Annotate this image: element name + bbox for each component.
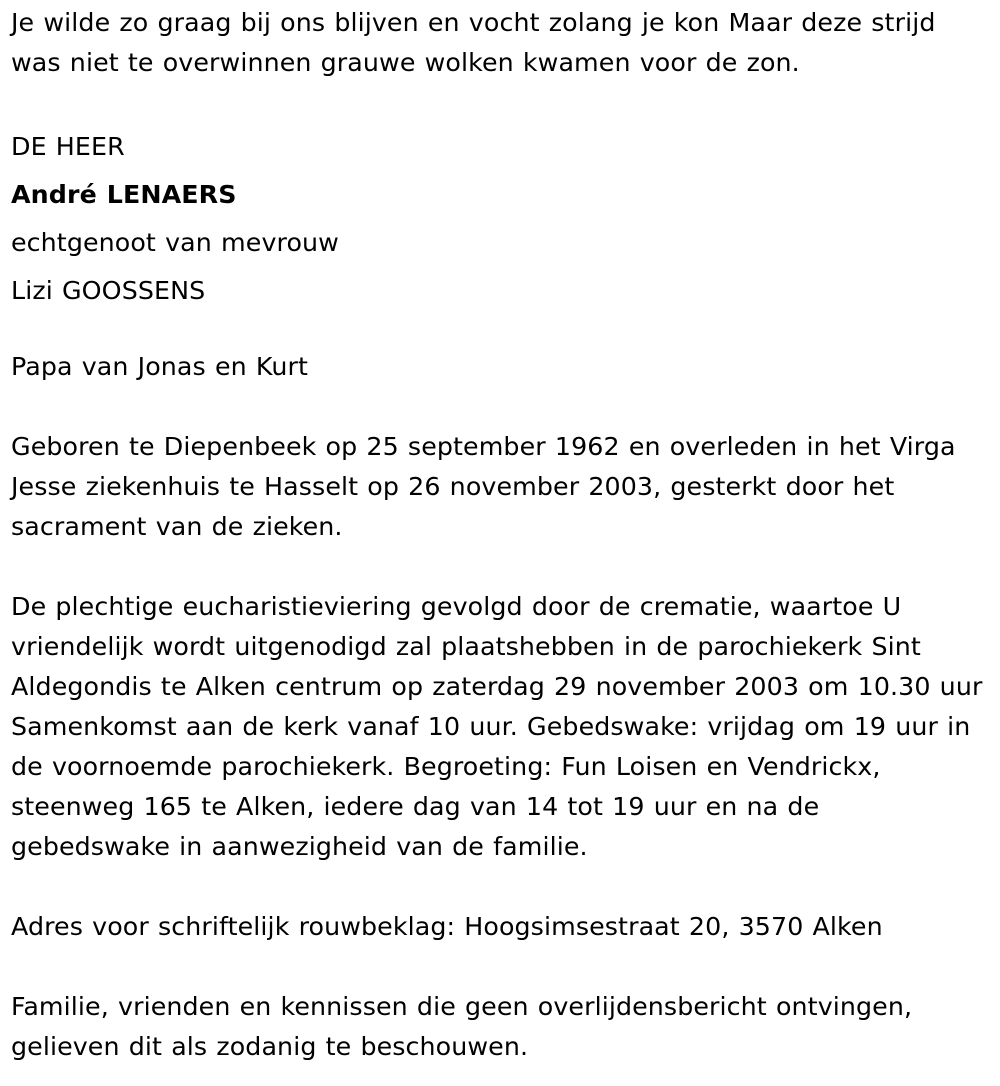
children-text: Papa van Jonas en Kurt <box>11 352 308 381</box>
closing-note: Familie, vrienden en kennissen die geen overlijdensbericht ontvingen, gelieven dit als zodanig te beschouwen. <box>11 992 913 1061</box>
ceremony-text: De plechtige eucharistieviering gevolgd door de crematie, waartoe U vriendelijk wordt uitgenodigd zal plaatshebben in de parochiekerk Sint Aldegondis te Alken centrum op zaterdag 29 november 2003 om 10.30 uur Samenkomst aan de kerk vanaf 10 uur. Gebedswake: vrijdag om 19 uur in de voornoemde parochiekerk. Begroeting: Fun Loisen en Vendrickx, steenweg 165 te Alken, iedere dag van 14 tot 19 uur en na de gebedswake in aanwezigheid van de familie. <box>11 592 983 861</box>
obituary-document <box>11 3 986 1067</box>
birth-death-text: Geboren te Diepenbeek op 25 september 1962 en overleden in het Virga Jesse ziekenhuis te Hasselt op 26 november 2003, gesterkt door het sacrament van de zieken. <box>11 432 956 541</box>
honorific: DE HEER <box>11 132 125 161</box>
condolence-address: Adres voor schriftelijk rouwbeklag: Hoogsimsestraat 20, 3570 Alken <box>11 912 883 941</box>
deceased-name: André LENAERS <box>11 180 237 209</box>
poem-text: Je wilde zo graag bij ons blijven en vocht zolang je kon Maar deze strijd was niet te overwinnen grauwe wolken kwamen voor de zon. <box>11 8 936 77</box>
spouse-name: Lizi GOOSSENS <box>11 276 206 305</box>
spouse-relation: echtgenoot van mevrouw <box>11 228 339 257</box>
